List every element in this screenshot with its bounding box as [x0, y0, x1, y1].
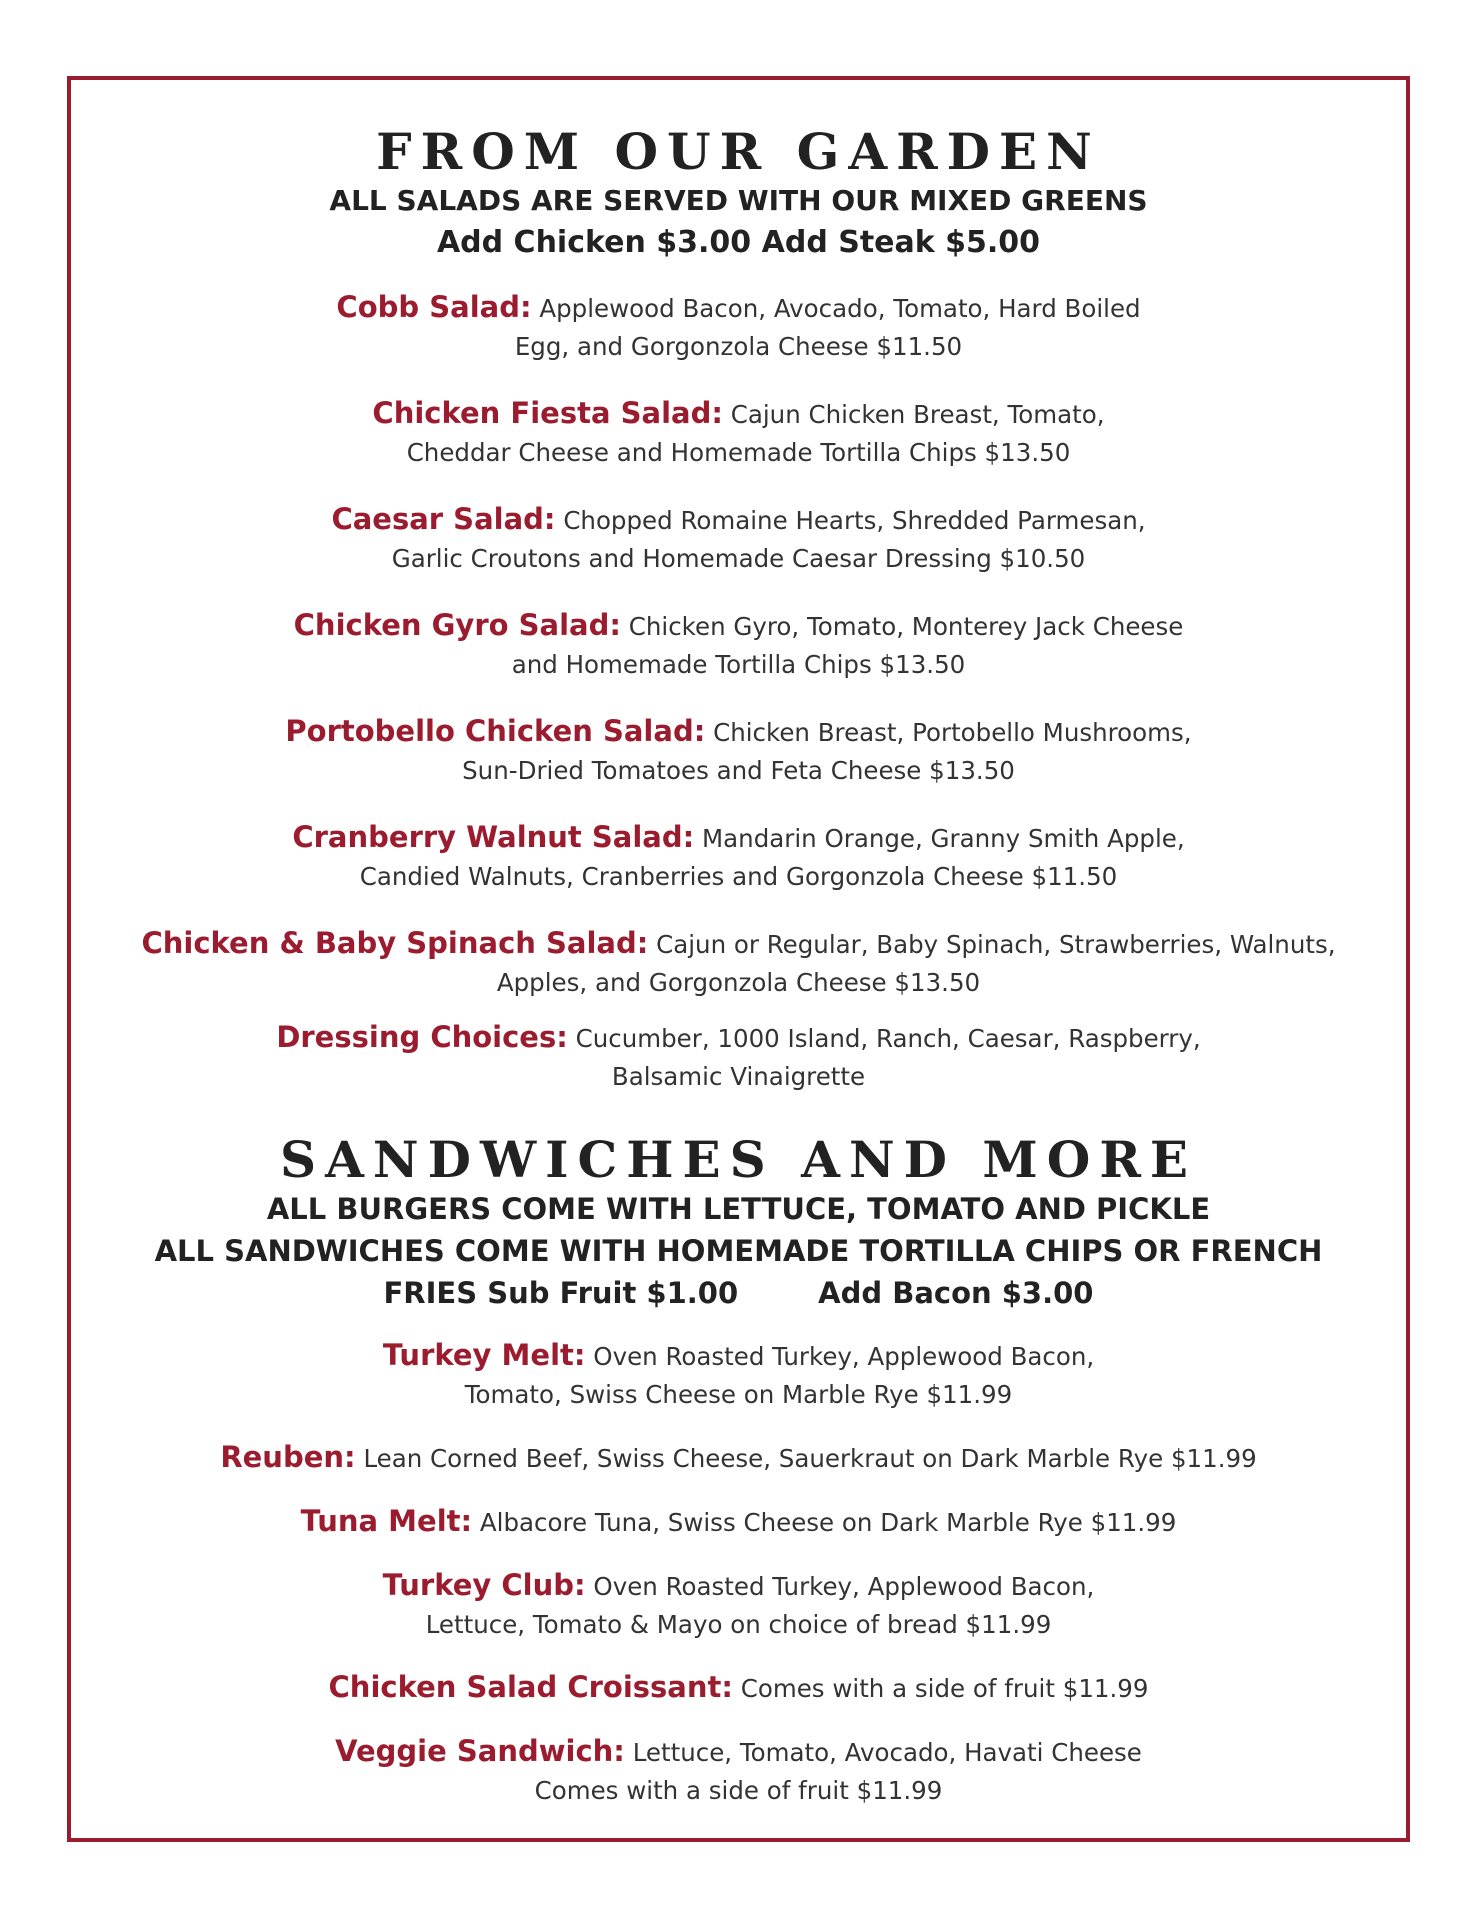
menu-item-description-cont: Comes with a side of fruit $11.99	[534, 1776, 943, 1805]
menu-item-description: Mandarin Orange, Granny Smith Apple,	[702, 824, 1185, 853]
sandwiches-sides-note: ALL SANDWICHES COME WITH HOMEMADE TORTILLA CHIPS OR FRENCH	[154, 1234, 1323, 1268]
menu-item-description: Lean Corned Beef, Swiss Cheese, Sauerkraut on Dark Marble Rye $11.99	[363, 1444, 1257, 1473]
menu-item	[71, 500, 1406, 578]
menu-item-description-cont: Tomato, Swiss Cheese on Marble Rye $11.99	[464, 1380, 1013, 1409]
menu-item-description-cont: Apples, and Gorgonzola Cheese $13.50	[496, 968, 981, 997]
menu-item-description: Chicken Breast, Portobello Mushrooms,	[713, 718, 1192, 747]
menu-item-description-cont: Sun-Dried Tomatoes and Feta Cheese $13.50	[462, 756, 1015, 785]
menu-item-description: Lettuce, Tomato, Avocado, Havati Cheese	[632, 1738, 1142, 1767]
menu-item-name: Turkey Club:	[382, 1568, 586, 1602]
menu-frame	[67, 76, 1410, 1842]
menu-item	[71, 394, 1406, 472]
sandwiches-extras-note	[71, 1272, 1406, 1314]
menu-item-description-cont: Candied Walnuts, Cranberries and Gorgonzola Cheese $11.50	[359, 862, 1118, 891]
menu-item	[71, 1336, 1406, 1414]
menu-item-name: Cranberry Walnut Salad:	[292, 820, 695, 854]
menu-item-description-cont: and Homemade Tortilla Chips $13.50	[511, 650, 966, 679]
sandwich-items	[71, 1336, 1406, 1810]
menu-item-name: Turkey Melt:	[382, 1338, 586, 1372]
menu-item-description-cont: Lettuce, Tomato & Mayo on choice of bread $11.99	[425, 1610, 1052, 1639]
menu-item	[71, 1502, 1406, 1542]
menu-item	[71, 1438, 1406, 1478]
menu-item-description: Comes with a side of fruit $11.99	[740, 1674, 1149, 1703]
garden-items	[71, 288, 1406, 1096]
menu-item-description: Oven Roasted Turkey, Applewood Bacon,	[593, 1572, 1095, 1601]
menu-item-name: Dressing Choices:	[276, 1020, 568, 1054]
menu-item-description: Oven Roasted Turkey, Applewood Bacon,	[593, 1342, 1095, 1371]
menu-content	[71, 80, 1406, 1810]
menu-item-name: Chicken & Baby Spinach Salad:	[141, 926, 649, 960]
menu-item	[71, 1566, 1406, 1644]
menu-item-description: Albacore Tuna, Swiss Cheese on Dark Marble Rye $11.99	[479, 1508, 1177, 1537]
menu-item-name: Chicken Salad Croissant:	[328, 1670, 733, 1704]
menu-item-description: Cajun Chicken Breast, Tomato,	[730, 400, 1105, 429]
menu-item	[71, 1668, 1406, 1708]
menu-item	[71, 924, 1406, 1002]
menu-item-name: Chicken Fiesta Salad:	[372, 396, 723, 430]
garden-subtitle: ALL SALADS ARE SERVED WITH OUR MIXED GREENS	[329, 184, 1148, 217]
sub-fruit-note: FRIES Sub Fruit $1.00	[383, 1276, 739, 1310]
add-bacon-note: Add Bacon $3.00	[818, 1276, 1094, 1310]
sandwiches-title: SANDWICHES AND MORE	[280, 1130, 1197, 1189]
menu-item-description-cont: Egg, and Gorgonzola Cheese $11.50	[514, 332, 963, 361]
menu-item-name: Cobb Salad:	[336, 290, 532, 324]
menu-item	[71, 818, 1406, 896]
menu-item-description-cont: Cheddar Cheese and Homemade Tortilla Chips $13.50	[406, 438, 1071, 467]
menu-item	[71, 288, 1406, 366]
menu-item-name: Reuben:	[220, 1440, 356, 1474]
menu-item-description-cont: Balsamic Vinaigrette	[611, 1062, 866, 1091]
sandwiches-burgers-note: ALL BURGERS COME WITH LETTUCE, TOMATO AND PICKLE	[266, 1192, 1211, 1226]
menu-item-description-cont: Garlic Croutons and Homemade Caesar Dressing $10.50	[391, 544, 1086, 573]
menu-item-description: Cucumber, 1000 Island, Ranch, Caesar, Raspberry,	[575, 1024, 1201, 1053]
menu-item-description: Applewood Bacon, Avocado, Tomato, Hard Boiled	[539, 294, 1141, 323]
menu-item	[71, 606, 1406, 684]
menu-item-name: Tuna Melt:	[300, 1504, 473, 1538]
garden-title: FROM OUR GARDEN	[376, 122, 1101, 181]
menu-item-name: Veggie Sandwich:	[335, 1734, 625, 1768]
menu-item-description: Cajun or Regular, Baby Spinach, Strawberries, Walnuts,	[656, 930, 1336, 959]
menu-item	[71, 712, 1406, 790]
menu-item-name: Portobello Chicken Salad:	[285, 714, 706, 748]
menu-item-name: Caesar Salad:	[331, 502, 556, 536]
garden-addons: Add Chicken $3.00 Add Steak $5.00	[436, 225, 1041, 260]
menu-item	[71, 1732, 1406, 1810]
menu-item-name: Chicken Gyro Salad:	[293, 608, 621, 642]
menu-item-description: Chicken Gyro, Tomato, Monterey Jack Cheese	[628, 612, 1184, 641]
menu-item-description: Chopped Romaine Hearts, Shredded Parmesan,	[563, 506, 1146, 535]
menu-item	[71, 1018, 1406, 1096]
